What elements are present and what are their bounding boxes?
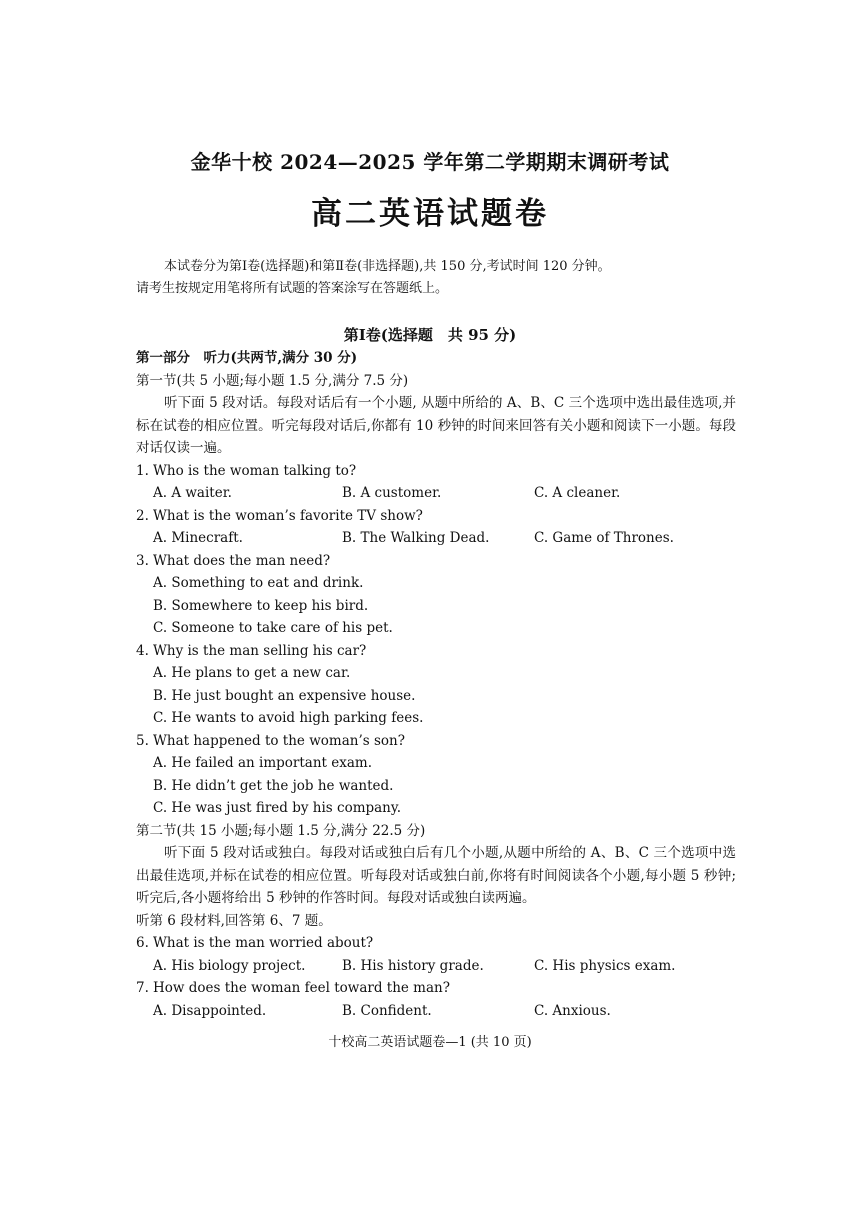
- option-b: B. He just bought an expensive house.: [153, 687, 416, 704]
- volume-heading: 第Ⅰ卷(选择题 共 95 分): [343, 326, 517, 344]
- part-heading: 第一部分 听力(共两节,满分 30 分): [136, 350, 358, 366]
- material-note: 听第 6 段材料,回答第 6、7 题。: [136, 912, 332, 929]
- option-row: [136, 955, 736, 978]
- page-footer: 十校高二英语试题卷—1 (共 10 页): [328, 1035, 532, 1050]
- option-a: A. A waiter.: [153, 485, 232, 501]
- question: [136, 932, 736, 955]
- question: [136, 550, 736, 573]
- option-c: C. Someone to take care of his pet.: [153, 620, 393, 636]
- option-a: A. He failed an important exam.: [153, 755, 372, 771]
- section-heading: 第二节(共 15 小题;每小题 1.5 分,满分 22.5 分): [136, 822, 426, 839]
- question-number: 4.: [136, 642, 149, 659]
- intro-line-1: 本试卷分为第Ⅰ卷(选择题)和第Ⅱ卷(非选择题),共 150 分,考试时间 120 分钟。: [164, 259, 611, 274]
- option-a: A. His biology project.: [153, 957, 306, 974]
- option-a: A. Minecraft.: [153, 530, 243, 546]
- option-b: B. He didn’t get the job he wanted.: [153, 777, 394, 794]
- option-row: [136, 482, 736, 505]
- question: [136, 505, 736, 528]
- question: [136, 730, 736, 753]
- question-text: How does the woman feel toward the man?: [153, 980, 450, 996]
- exam-content: [136, 347, 736, 1022]
- option-c: C. He was just fired by his company.: [153, 800, 402, 816]
- question-number: 5.: [136, 732, 149, 749]
- intro-line-2: 请考生按规定用笔将所有试题的答案涂写在答题纸上。: [136, 281, 449, 296]
- option-b: B. Confident.: [342, 1002, 432, 1019]
- exam-subtitle: 高二英语试题卷: [311, 196, 549, 232]
- option-a: A. He plans to get a new car.: [153, 665, 351, 681]
- option-a: A. Something to eat and drink.: [153, 575, 364, 591]
- question-number: 2.: [136, 507, 149, 524]
- option-b: B. A customer.: [342, 485, 442, 501]
- section-heading: 第一节(共 5 小题;每小题 1.5 分,满分 7.5 分): [136, 372, 409, 389]
- question-number: 6.: [136, 935, 149, 951]
- question: [136, 460, 736, 483]
- question-text: What is the man worried about?: [153, 935, 374, 951]
- option-b: B. His history grade.: [342, 957, 484, 974]
- option-a: A. Disappointed.: [153, 1002, 267, 1019]
- exam-intro: [136, 256, 736, 300]
- question-number: 3.: [136, 552, 149, 569]
- question: [136, 640, 736, 663]
- question-text: Why is the man selling his car?: [153, 642, 367, 659]
- question-text: What does the man need?: [153, 552, 331, 569]
- question: [136, 977, 736, 1000]
- option-row: [136, 1000, 736, 1023]
- section-instructions: 听下面 5 段对话或独白。每段对话或独白后有几个小题,从题中所给的 A、B、C 三个选项中选出最佳选项,并标在试卷的相应位置。听每段对话或独白前,你将有时间阅读各个小题,每小题 5 秒钟;听完后,各小题将给出 5 秒钟的作答时间。每段对话或独白读两遍。: [136, 845, 736, 906]
- option-row: [136, 527, 736, 550]
- question-text: Who is the woman talking to?: [153, 462, 357, 479]
- option-c: C. A cleaner.: [534, 485, 621, 501]
- question-text: What is the woman’s favorite TV show?: [153, 507, 423, 524]
- option-c: C. Game of Thrones.: [534, 530, 674, 546]
- option-b: B. The Walking Dead.: [342, 530, 490, 546]
- option-c: C. Anxious.: [534, 1002, 611, 1019]
- option-b: B. Somewhere to keep his bird.: [153, 597, 369, 614]
- option-c: C. His physics exam.: [534, 957, 676, 974]
- exam-title: 金华十校 2024—2025 学年第二学期期末调研考试: [190, 150, 670, 174]
- section-instructions: 听下面 5 段对话。每段对话后有一个小题, 从题中所给的 A、B、C 三个选项中选出最佳选项,并标在试卷的相应位置。听完每段对话后,你都有 10 秒钟的时间来回答有关小题和阅读下一小题。每段对话仅读一遍。: [136, 395, 736, 456]
- question-number: 7.: [136, 980, 149, 996]
- question-number: 1.: [136, 462, 149, 479]
- question-text: What happened to the woman’s son?: [153, 732, 405, 749]
- option-c: C. He wants to avoid high parking fees.: [153, 710, 424, 726]
